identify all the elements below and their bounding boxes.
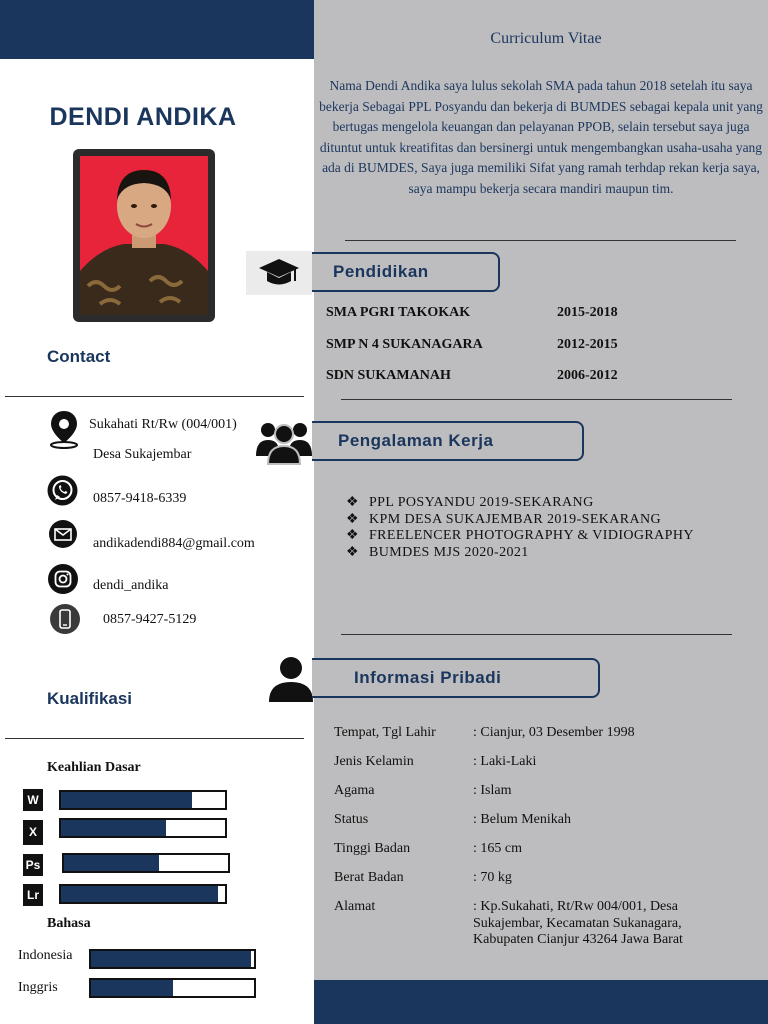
experience-item: ❖ FREELENCER PHOTOGRAPHY & VIDIOGRAPHY xyxy=(346,528,694,543)
basic-skills-label: Keahlian Dasar xyxy=(47,760,141,775)
experience-list xyxy=(346,495,694,561)
summary-divider xyxy=(345,240,736,241)
education-years-1: 2015-2018 xyxy=(557,305,618,320)
whatsapp-number: 0857-9418-6339 xyxy=(93,491,187,506)
experience-item: ❖ PPL POSYANDU 2019-SEKARANG xyxy=(346,495,594,510)
skill-bar-excel xyxy=(59,818,227,838)
summary-text: Nama Dendi Andika saya lulus sekolah SMA pada tahun 2018 setelah itu saya bekerja Sebagai PPL Posyandu dan bekerja di BUMDES sebagai kepala unit yang bertugas mengelola keuangan dan pelayanan PPOB, selain tersebut saya juga dituntut untuk kreatifitas dan bersinergi untuk mengembangkan usaha-usaha yang ada di BUMDES, Saya juga memiliki Sifat yang ramah terhdap rekan kerja saya, saya mampu bekerja secara mandiri maupun tim. xyxy=(319,78,763,196)
experience-item: ❖ BUMDES MJS 2020-2021 xyxy=(346,544,529,560)
lightroom-icon: Lr xyxy=(23,884,43,906)
experience-title: Pengalaman Kerja xyxy=(338,431,494,450)
skill-fill-word xyxy=(61,792,192,808)
contact-divider xyxy=(5,396,304,397)
footer-bar xyxy=(314,980,768,1024)
person-icon xyxy=(268,655,314,708)
language-fill-indonesia xyxy=(91,951,251,967)
cv-title: Curriculum Vitae xyxy=(490,30,602,47)
excel-icon: X xyxy=(23,820,43,845)
mobile-phone-icon xyxy=(50,604,80,639)
graduation-cap-icon xyxy=(258,255,300,296)
personal-info-title: Informasi Pribadi xyxy=(354,668,502,687)
language-bar-indonesia xyxy=(89,949,256,969)
language-bar-english xyxy=(89,978,256,998)
contact-title: Contact xyxy=(47,347,111,366)
skill-fill-excel xyxy=(61,820,166,836)
header-bar xyxy=(0,0,314,59)
language-indonesia-label: Indonesia xyxy=(18,948,73,963)
qualifications-divider xyxy=(5,738,304,739)
language-fill-english xyxy=(91,980,173,996)
diamond-bullet-icon: ❖ xyxy=(346,495,359,510)
skill-fill-lightroom xyxy=(61,886,218,902)
education-title: Pendidikan xyxy=(333,262,429,281)
email-icon xyxy=(49,520,77,553)
diamond-bullet-icon: ❖ xyxy=(346,511,359,527)
phone-number: 0857-9427-5129 xyxy=(103,612,197,627)
education-school-3: SDN SUKAMANAH xyxy=(326,368,451,383)
language-english-label: Inggris xyxy=(18,980,58,995)
language-label: Bahasa xyxy=(47,916,91,931)
whatsapp-icon xyxy=(47,475,78,511)
experience-divider xyxy=(341,634,732,635)
experience-item: ❖ KPM DESA SUKAJEMBAR 2019-SEKARANG xyxy=(346,511,662,527)
education-school-1: SMA PGRI TAKOKAK xyxy=(326,305,471,320)
instagram-icon xyxy=(48,564,78,599)
address-line-2: Desa Sukajembar xyxy=(93,447,192,462)
skill-fill-photoshop xyxy=(64,855,159,871)
word-icon: W xyxy=(23,789,43,811)
education-years-2: 2012-2015 xyxy=(557,337,618,352)
diamond-bullet-icon: ❖ xyxy=(346,544,359,560)
portrait-image xyxy=(80,156,208,315)
address-line-1: Sukahati Rt/Rw (004/001) xyxy=(89,417,237,432)
education-divider xyxy=(341,399,732,400)
education-school-2: SMP N 4 SUKANAGARA xyxy=(326,337,483,352)
education-years-3: 2006-2012 xyxy=(557,368,618,383)
profile-photo xyxy=(73,149,215,322)
skill-bar-lightroom xyxy=(59,884,227,904)
skill-bar-photoshop xyxy=(62,853,230,873)
instagram-handle: dendi_andika xyxy=(93,578,169,593)
qualifications-title: Kualifikasi xyxy=(47,689,133,708)
team-people-icon xyxy=(254,416,314,471)
candidate-name: DENDI ANDIKA xyxy=(49,103,237,131)
photoshop-icon: Ps xyxy=(23,854,43,876)
location-pin-icon xyxy=(48,409,80,454)
email-address: andikadendi884@gmail.com xyxy=(93,536,255,551)
diamond-bullet-icon: ❖ xyxy=(346,528,359,543)
skill-bar-word xyxy=(59,790,227,810)
